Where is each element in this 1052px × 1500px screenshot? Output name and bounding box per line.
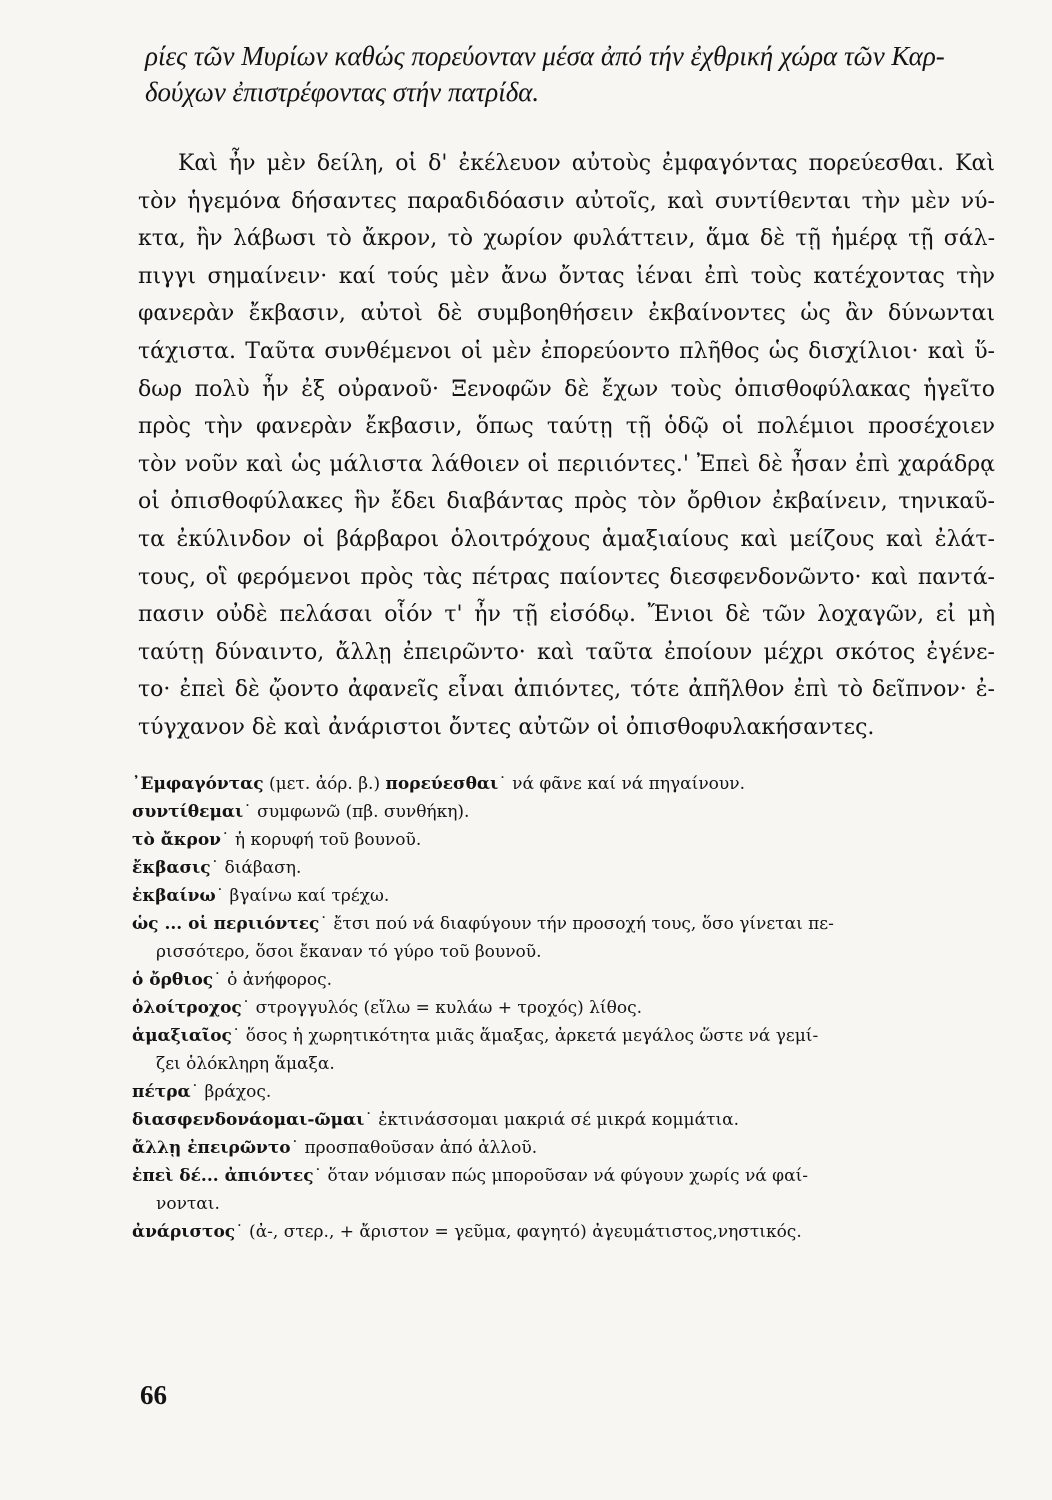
passage-line: τα ἐκύλινδον οἱ βάρβαροι ὁλοιτρόχους ἁμαξιαίους καὶ μείζους καὶ ἐλάτ-: [138, 526, 995, 552]
glossary-term: πορεύεσθαι: [385, 774, 499, 794]
glossary-entry: [132, 910, 992, 966]
glossary-entry: [132, 1134, 992, 1162]
glossary-entry: [132, 882, 992, 910]
intro-line: δούχων ἐπιστρέφοντας στήν πατρίδα.: [145, 77, 540, 107]
passage-line: πασιν οὐδὲ πελάσαι οἷόν τ' ἦν τῇ εἰσόδῳ. Ἔνιοι δὲ τῶν λοχαγῶν, εἰ μὴ: [138, 602, 995, 628]
glossary-definition: ˙ προσπαθοῦσαν ἀπό ἀλλοῦ.: [290, 1138, 538, 1158]
glossary-definition: ˙ βγαίνω καί τρέχω.: [215, 886, 390, 906]
glossary-term: ὡς ... οἱ περιιόντες: [132, 914, 320, 934]
glossary-entry: [132, 854, 992, 882]
passage-line: φανερὰν ἔκβασιν, αὐτοὶ δὲ συμβοηθήσειν ἐκβαίνοντες ὡς ἂν δύνωνται: [138, 301, 995, 327]
glossary-list: [132, 770, 992, 1246]
glossary-entry: [132, 770, 992, 798]
passage-line: κτα, ἢν λάβωσι τὸ ἄκρον, τὸ χωρίον φυλάττειν, ἅμα δὲ τῇ ἡμέρᾳ τῇ σάλ-: [138, 226, 995, 252]
glossary-entry: [132, 1022, 992, 1078]
glossary-definition: ˙ ἡ κορυφή τοῦ βουνοῦ.: [220, 830, 422, 850]
passage-line: τάχιστα. Ταῦτα συνθέμενοι οἱ μὲν ἐπορεύοντο πλῆθος ὡς δισχίλιοι· καὶ ὕ-: [138, 338, 995, 364]
intro-line: ρίες τῶν Μυρίων καθώς πορεύονταν μέσα ἀπό τήν ἐχθρική χώρα τῶν Καρ-: [145, 41, 945, 71]
glossary-term: ἐπεὶ δέ... ἀπιόντες: [132, 1166, 314, 1186]
glossary-definition-continued: νονται.: [156, 1194, 220, 1214]
glossary-term: ἀνάριστος: [132, 1222, 236, 1242]
glossary-definition: ˙ ὅσος ἡ χωρητικότητα μιᾶς ἅμαξας, ἀρκετά μεγάλος ὥστε νά γεμί-: [231, 1026, 819, 1046]
passage-line: δωρ πολὺ ἦν ἐξ οὐρανοῦ· Ξενοφῶν δὲ ἔχων τοὺς ὀπισθοφύλακας ἡγεῖτο: [138, 376, 995, 402]
passage-line: πρὸς τὴν φανερὰν ἔκβασιν, ὅπως ταύτῃ τῇ ὁδῷ οἱ πολέμιοι προσέχοιεν: [138, 414, 995, 440]
glossary-term: ὁλοίτροχος: [132, 998, 242, 1018]
glossary-definition: ˙ ἔτσι πού νά διαφύγουν τήν προσοχή τους, ὅσο γίνεται πε-: [319, 914, 834, 934]
glossary-term: ἄλλῃ ἐπειρῶντο: [132, 1138, 291, 1158]
passage-line: ταύτῃ δύναιντο, ἄλλῃ ἐπειρῶντο· καὶ ταῦτα ἐποίουν μέχρι σκότος ἐγένε-: [138, 639, 995, 665]
page-number: 66: [140, 1380, 167, 1410]
glossary-grammar-note: (μετ. ἀόρ. β.): [263, 774, 386, 794]
passage-line: τὸν νοῦν καὶ ὡς μάλιστα λάθοιεν οἱ περιιόντες.' Ἐπεὶ δὲ ἦσαν ἐπὶ χαράδρᾳ: [138, 451, 995, 477]
ancient-greek-passage: [138, 145, 995, 747]
glossary-definition: ˙ (ἀ-, στερ., + ἄριστον = γεῦμα, φαγητό) ἀγευμάτιστος,νηστικός.: [235, 1222, 802, 1242]
glossary-definition: ˙ βράχος.: [190, 1082, 272, 1102]
passage-line: πιγγι σημαίνειν· καί τούς μὲν ἄνω ὄντας ἰέναι ἐπὶ τοὺς κατέχοντας τὴν: [138, 263, 995, 289]
glossary-entry: [132, 1218, 992, 1246]
glossary-definition-continued: ζει ὁλόκληρη ἅμαξα.: [156, 1054, 335, 1074]
passage-line: το· ἐπεὶ δὲ ᾤοντο ἀφανεῖς εἶναι ἀπιόντες, τότε ἀπῆλθον ἐπὶ τὸ δεῖπνον· ἐ-: [138, 677, 995, 703]
glossary-term: ἁμαξιαῖος: [132, 1026, 232, 1046]
glossary-definition: ˙ ὅταν νόμισαν πώς μποροῦσαν νά φύγουν χωρίς νά φαί-: [313, 1166, 808, 1186]
passage-line: Καὶ ἦν μὲν δείλη, οἱ δ' ἐκέλευον αὐτοὺς ἐμφαγόντας πορεύεσθαι. Καὶ: [178, 151, 995, 176]
passage-line: τὸν ἡγεμόνα δήσαντες παραδιδόασιν αὐτοῖς, καὶ συντίθενται τὴν μὲν νύ-: [138, 188, 995, 214]
passage-line: τύγχανον δὲ καὶ ἀνάριστοι ὄντες αὐτῶν οἱ ὀπισθοφυλακήσαντες.: [138, 714, 875, 740]
glossary-entry: [132, 1106, 992, 1134]
glossary-term: συντίθεμαι: [132, 802, 244, 822]
glossary-definition: ˙ διάβαση.: [210, 858, 302, 878]
intro-italic-text: [145, 38, 995, 110]
glossary-term: ὁ ὄρθιος: [132, 970, 214, 990]
glossary-definition: ˙ συμφωνῶ (πβ. συνθήκη).: [243, 802, 470, 822]
passage-line: τους, οἳ φερόμενοι πρὸς τὰς πέτρας παίοντες διεσφενδονῶντο· καὶ παντά-: [138, 564, 995, 590]
glossary-term: ἔκβασις: [132, 858, 211, 878]
glossary-term: πέτρα: [132, 1082, 191, 1102]
glossary-term: ᾿Εμφαγόντας: [132, 774, 264, 794]
glossary-definition: ˙ ὁ ἀνήφορος.: [213, 970, 333, 990]
glossary-definition: ˙ στρογγυλός (εἴλω = κυλάω + τροχός) λίθος.: [241, 998, 642, 1018]
glossary-entry: [132, 1162, 992, 1218]
passage-line: οἱ ὀπισθοφύλακες ἣν ἔδει διαβάντας πρὸς τὸν ὄρθιον ἐκβαίνειν, τηνικαῦ-: [138, 489, 995, 515]
glossary-entry: [132, 1078, 992, 1106]
glossary-term: διασφενδονάομαι-ῶμαι: [132, 1110, 365, 1130]
glossary-entry: [132, 798, 992, 826]
glossary-entry: [132, 826, 992, 854]
glossary-entry: [132, 966, 992, 994]
glossary-definition: ˙ νά φᾶνε καί νά πηγαίνουν.: [498, 774, 745, 794]
glossary-term: τὸ ἄκρον: [132, 830, 221, 850]
glossary-term: ἐκβαίνω: [132, 886, 216, 906]
glossary-definition-continued: ρισσότερο, ὅσοι ἔκαναν τό γύρο τοῦ βουνοῦ.: [156, 942, 542, 962]
glossary-entry: [132, 994, 992, 1022]
glossary-definition: ˙ ἐκτινάσσομαι μακριά σέ μικρά κομμάτια.: [364, 1110, 740, 1130]
